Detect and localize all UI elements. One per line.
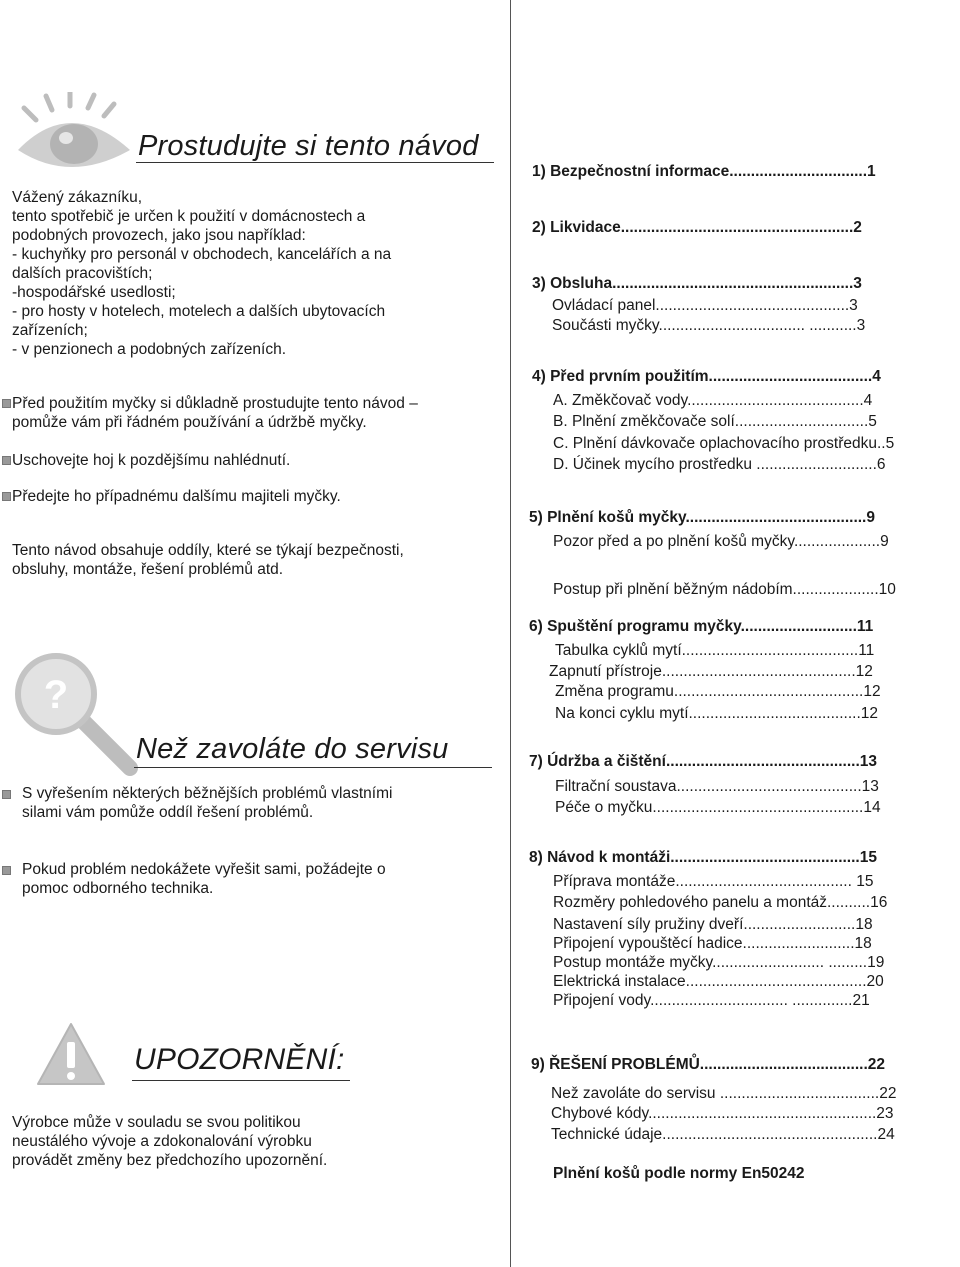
intro-line: - pro hosty v hotelech, motelech a dalších ubytovacích (12, 303, 386, 320)
toc-safety[interactable]: 1) Bezpečnostní informace................................1 (532, 163, 876, 180)
toc-prep-install[interactable]: Příprava montáže......................................... 15 (553, 873, 874, 890)
intro-line: zařízeních; (12, 322, 88, 339)
service-line: Pokud problém nedokážete vyřešit sami, požádejte o (22, 861, 386, 878)
toc-before-service[interactable]: Než zavoláte do servisu .....................................22 (551, 1085, 897, 1102)
heading-warning: UPOZORNĚNÍ: (134, 1043, 345, 1076)
heading-read-manual: Prostudujte si tento návod (138, 130, 479, 162)
bullet-pass-on (12, 487, 507, 506)
bullet-line: Uschovejte hoj k pozdějšímu nahlédnutí. (12, 452, 291, 469)
toc-detergent[interactable]: D. Účinek mycího prostředku ............................6 (553, 456, 886, 473)
bullet-keep (12, 451, 507, 470)
toc-error-codes[interactable]: Chybové kódy.....................................................23 (551, 1105, 894, 1122)
toc-loading-procedure[interactable]: Postup při plnění běžným nádobím....................10 (553, 581, 896, 598)
toc-install-procedure[interactable]: Postup montáže myčky.......................... .........19 (553, 954, 885, 971)
service-line: pomoc odborného technika. (22, 880, 214, 897)
toc-water-connection[interactable]: Připojení vody................................ ..............21 (553, 992, 870, 1009)
heading-underline (136, 162, 494, 163)
toc-panel-dimensions[interactable]: Rozměry pohledového panelu a montáž..........16 (553, 894, 888, 911)
toc-technical-data[interactable]: Technické údaje..................................................24 (551, 1126, 895, 1143)
bullet-line: Před použitím myčky si důkladně prostudujte tento návod – (12, 395, 418, 412)
toc-operation[interactable]: 3) Obsluha........................................................3 (532, 275, 862, 292)
bullet-line: pomůže vám při řádném používání a údržbě myčky. (12, 414, 367, 431)
toc-salt[interactable]: B. Plnění změkčovače solí...............................5 (553, 413, 877, 430)
warning-line: Výrobce může v souladu se svou politikou (12, 1114, 301, 1131)
bullet-square (2, 456, 11, 465)
toc-care[interactable]: Péče o myčku.................................................14 (555, 799, 881, 816)
service-tip-1 (22, 784, 517, 822)
toc-filter[interactable]: Filtrační soustava...........................................13 (555, 778, 879, 795)
service-line: silami vám pomůže oddíl řešení problémů. (22, 804, 314, 821)
toc-start-program[interactable]: 6) Spuštění programu myčky...........................11 (529, 618, 874, 635)
warning-text (12, 1113, 507, 1170)
toc-parts[interactable]: Součásti myčky.................................. ...........3 (552, 317, 866, 334)
bullet-square (2, 866, 11, 875)
warning-triangle-icon (36, 1022, 106, 1086)
toc-door-spring[interactable]: Nastavení síly pružiny dveří..........................18 (553, 916, 873, 933)
intro-line: podobných provozech, jako jsou například: (12, 227, 306, 244)
toc-loading-baskets[interactable]: 5) Plnění košů myčky..........................................9 (529, 509, 875, 526)
magnifier-question-icon (12, 650, 142, 780)
manual-sections-paragraph (12, 541, 507, 579)
warning-line: neustálého vývoje a zdokonalování výrobku (12, 1133, 312, 1150)
service-line: S vyřešením některých běžnějších problémů vlastními (22, 785, 393, 802)
column-divider (510, 0, 511, 1267)
bullet-square (2, 492, 11, 501)
heading-underline (134, 767, 492, 768)
heading-underline (132, 1080, 350, 1081)
bullet-line: Předejte ho případnému dalšímu majiteli myčky. (12, 488, 341, 505)
intro-line: dalších pracovištích; (12, 265, 153, 282)
toc-drain-hose[interactable]: Připojení vypouštěcí hadice..........................18 (553, 935, 872, 952)
toc-electrical[interactable]: Elektrická instalace..........................................20 (553, 973, 884, 990)
service-tip-2 (22, 860, 517, 898)
toc-maintenance[interactable]: 7) Údržba a čištění.............................................13 (529, 753, 877, 770)
intro-line: tento spotřebič je určen k použití v domácnostech a (12, 208, 366, 225)
bullet-square (2, 790, 11, 799)
toc-before-first-use[interactable]: 4) Před prvním použitím......................................4 (532, 368, 881, 385)
toc-end-cycle[interactable]: Na konci cyklu mytí........................................12 (555, 705, 879, 722)
toc-control-panel[interactable]: Ovládací panel.............................................3 (552, 297, 858, 314)
heading-before-service: Než zavoláte do servisu (136, 733, 449, 765)
intro-line: - v penzionech a podobných zařízeních. (12, 341, 287, 358)
intro-line: - kuchyňky pro personál v obchodech, kancelářích a na (12, 246, 392, 263)
warning-line: provádět změny bez předchozího upozornění. (12, 1152, 328, 1169)
toc-softener[interactable]: A. Změkčovač vody.........................................4 (553, 392, 873, 409)
intro-line: -hospodářské usedlosti; (12, 284, 176, 301)
toc-troubleshooting[interactable]: 9) ŘEŠENÍ PROBLÉMŮ.......................................22 (531, 1056, 885, 1073)
toc-installation[interactable]: 8) Návod k montáži............................................15 (529, 849, 877, 866)
intro-text (12, 188, 502, 359)
bullet-square (2, 399, 11, 408)
toc-loading-caution[interactable]: Pozor před a po plnění košů myčky....................9 (553, 533, 889, 550)
intro-line: Vážený zákazníku, (12, 189, 143, 206)
paragraph-line: Tento návod obsahuje oddíly, které se týkají bezpečnosti, (12, 542, 404, 559)
bullet-read-carefully (12, 394, 507, 432)
toc-switch-on[interactable]: Zapnutí přístroje.............................................12 (549, 663, 873, 680)
standard-note: Plnění košů podle normy En50242 (553, 1165, 805, 1182)
toc-cycle-table[interactable]: Tabulka cyklů mytí.........................................11 (555, 642, 875, 659)
svg-text:?: ? (43, 673, 69, 717)
eye-icon (14, 92, 134, 170)
toc-rinse-aid[interactable]: C. Plnění dávkovače oplachovacího prostředku..5 (553, 435, 895, 452)
toc-change-program[interactable]: Změna programu............................................12 (555, 683, 881, 700)
paragraph-line: obsluhy, montáže, řešení problémů atd. (12, 561, 284, 578)
toc-disposal[interactable]: 2) Likvidace......................................................2 (532, 219, 862, 236)
